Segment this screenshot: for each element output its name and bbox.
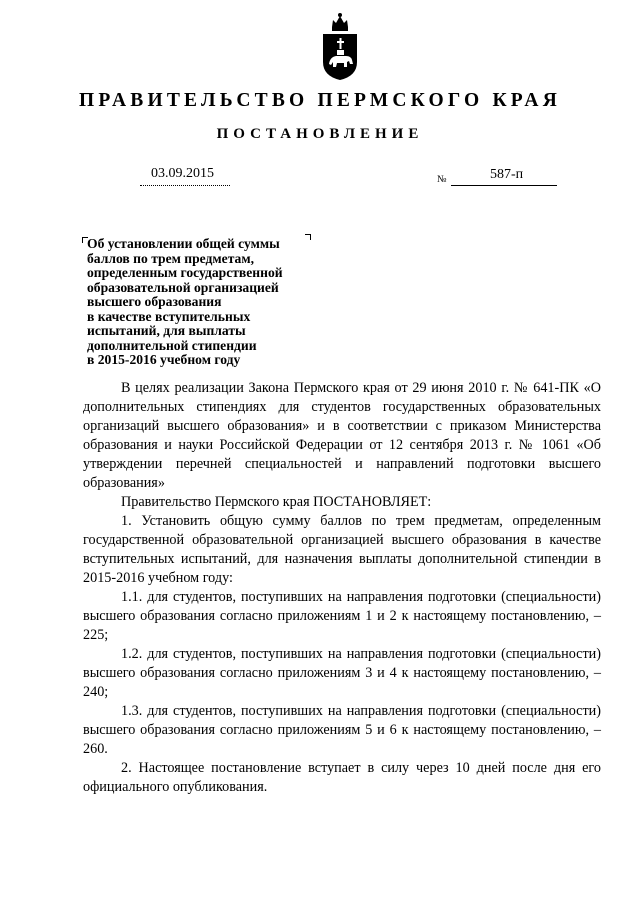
clause-1: 1. Установить общую сумму баллов по трем предметам, определенным государственной образовательной организацией высшего образования в качестве вступительных испытаний, для назначения выплаты дополнительной стипендии в 2015-2016 учебном году: — [83, 513, 601, 586]
document-body — [83, 379, 601, 797]
document-date: 03.09.2015 — [151, 166, 214, 181]
preamble-paragraph: В целях реализации Закона Пермского края от 29 июня 2010 г. № 641-ПК «О дополнительных стипендиях для студентов государственных образовательных организаций высшего образования» и в соответствии с приказом Министерства образования и науки Российской Федерации от 12 сентября 2013 г. № 1061 «Об утверждении перечней специальностей и направлений подготовки высшего образования» — [83, 380, 601, 491]
document-title — [87, 237, 317, 368]
title-line: баллов по трем предметам, — [87, 250, 255, 266]
document-number: 587-п — [490, 167, 524, 182]
resolution-statement: Правительство Пермского края ПОСТАНОВЛЯЕТ: — [121, 494, 432, 510]
organization-heading: ПРАВИТЕЛЬСТВО ПЕРМСКОГО КРАЯ — [79, 90, 561, 111]
title-line: дополнительной стипендии — [87, 337, 257, 353]
title-line: испытаний, для выплаты — [87, 323, 246, 338]
number-underline — [451, 185, 557, 186]
document-type-heading: ПОСТАНОВЛЕНИЕ — [216, 126, 424, 142]
title-line: Об установлении общей суммы — [87, 236, 280, 251]
title-line: определенным государственной — [87, 265, 283, 280]
perm-krai-coat-of-arms-icon — [318, 12, 362, 82]
title-line: высшего образования — [87, 294, 222, 309]
number-sign: № — [437, 174, 447, 185]
date-underline — [140, 185, 230, 186]
clause-1-2: 1.2. для студентов, поступивших на направления подготовки (специальности) высшего образования согласно приложениям 3 и 4 к настоящему постановлению, – 240; — [83, 646, 601, 700]
clause-2: 2. Настоящее постановление вступает в силу через 10 дней после дня его официального опубликования. — [83, 760, 601, 795]
clause-1-3: 1.3. для студентов, поступивших на направления подготовки (специальности) высшего образования согласно приложениям 5 и 6 к настоящему постановлению, – 260. — [83, 703, 601, 757]
title-line: в 2015-2016 учебном году — [87, 352, 241, 367]
title-line: в качестве вступительных — [87, 308, 251, 324]
title-line: образовательной организацией — [87, 279, 279, 295]
clause-1-1: 1.1. для студентов, поступивших на направления подготовки (специальности) высшего образования согласно приложениям 1 и 2 к настоящему постановлению, – 225; — [83, 589, 601, 643]
